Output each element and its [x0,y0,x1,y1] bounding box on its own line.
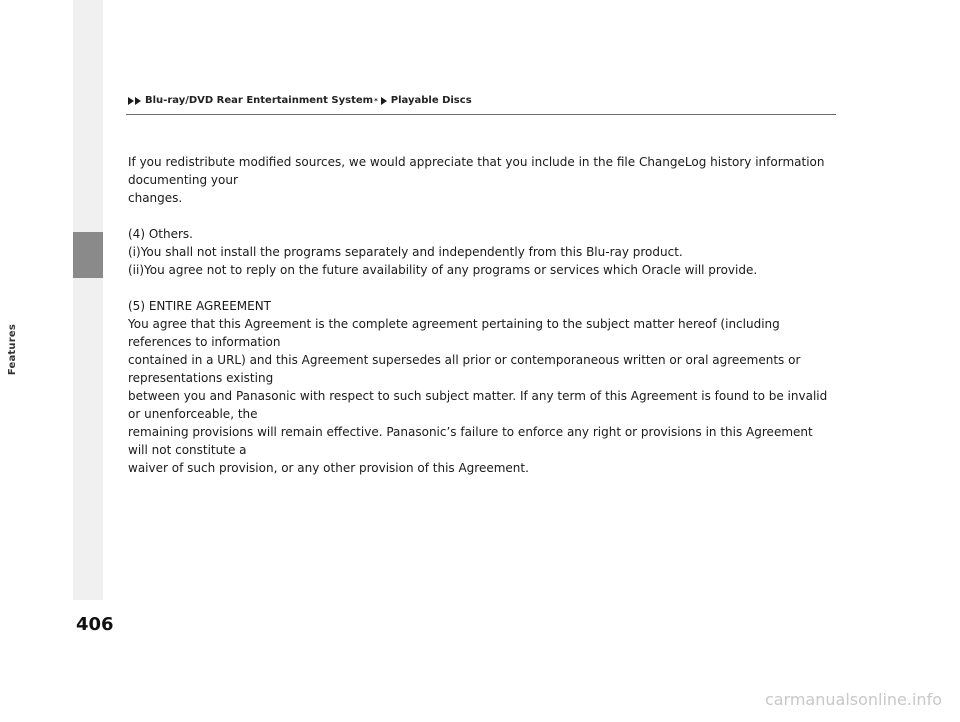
breadcrumb-link-playable-discs[interactable]: Playable Discs [390,95,472,106]
sidebar-background-top [73,0,103,232]
paragraph-line: (5) ENTIRE AGREEMENT [128,299,272,313]
paragraph-line: (ii)You agree not to reply on the future availability of any programs or services which Oracle will provide. [128,263,758,277]
sidebar-section-tab [73,232,103,278]
breadcrumb-link-entertainment-system[interactable]: Blu-ray/DVD Rear Entertainment System [145,95,374,106]
sidebar-section-label: Features [7,324,18,376]
page-number: 406 [76,614,114,635]
body-text [128,153,836,477]
sidebar-background-bottom [73,278,103,600]
double-arrow-icon [128,97,142,105]
paragraph-line: (i)You shall not install the programs separately and independently from this Blu-ray product. [128,245,683,259]
header-divider [126,114,836,115]
paragraph-line: (4) Others. [128,227,193,241]
breadcrumb [128,95,472,106]
paragraph-line: between you and Panasonic with respect to such subject matter. If any term of this Agreement is found to be invalid or unenforceable, the [128,389,828,421]
paragraph-line: changes. [128,191,183,205]
paragraph-line: contained in a URL) and this Agreement supersedes all prior or contemporaneous written or oral agreements or representations existing [128,353,801,385]
asterisk-mark: * [374,96,378,105]
sidebar [73,0,103,600]
paragraph-line: You agree that this Agreement is the complete agreement pertaining to the subject matter hereof (including references to information [128,317,780,349]
watermark: carmanualsonline.info [764,690,942,709]
paragraph-line: remaining provisions will remain effective. Panasonic’s failure to enforce any right or provisions in this Agreement will not constitute a [128,425,813,457]
paragraph-line: waiver of such provision, or any other provision of this Agreement. [128,461,529,475]
arrow-icon [381,97,388,105]
paragraph-line: If you redistribute modified sources, we would appreciate that you include in the file ChangeLog history information documenting your [128,155,825,187]
